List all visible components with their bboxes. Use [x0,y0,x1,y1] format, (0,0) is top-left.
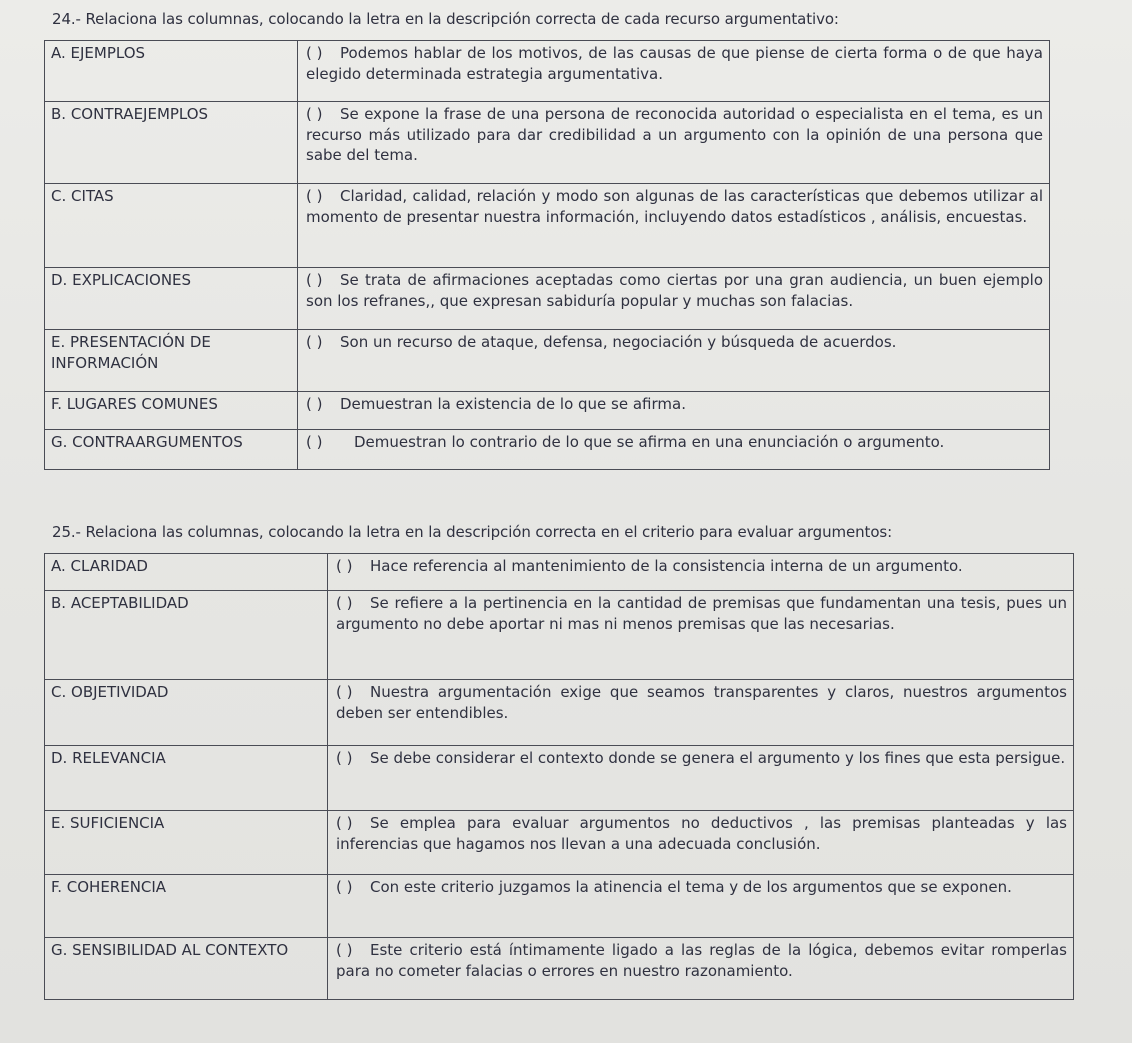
table-row [45,392,1050,430]
exercise-24-title: 24.- Relaciona las columnas, colocando la letra en la descripción correcta de cada recurso argumentativo: [52,10,839,28]
term-cell: B. CONTRAEJEMPLOS [45,102,298,184]
table-row [45,811,1074,875]
description-cell [298,102,1050,184]
answer-blank[interactable]: ( ) [336,683,353,701]
answer-blank[interactable]: ( ) [306,44,323,62]
term-cell: F. COHERENCIA [45,875,328,938]
description-text: Se emplea para evaluar argumentos no deductivos , las premisas planteadas y las inferencias que hagamos nos llevan a una adecuada conclusión. [336,814,1067,853]
table-row [45,680,1074,746]
answer-blank[interactable]: ( ) [336,878,353,896]
term-cell: G. SENSIBILIDAD AL CONTEXTO [45,938,328,1000]
description-cell [298,430,1050,470]
table-row [45,184,1050,268]
description-text: Hace referencia al mantenimiento de la consistencia interna de un argumento. [370,557,963,575]
description-cell [328,746,1074,811]
description-text: Son un recurso de ataque, defensa, negociación y búsqueda de acuerdos. [340,333,897,351]
description-cell [298,184,1050,268]
answer-blank[interactable]: ( ) [336,557,353,575]
description-text: Con este criterio juzgamos la atinencia el tema y de los argumentos que se exponen. [370,878,1012,896]
table-row [45,746,1074,811]
description-text: Demuestran lo contrario de lo que se afirma en una enunciación o argumento. [354,433,945,451]
term-cell: B. ACEPTABILIDAD [45,591,328,680]
description-cell [328,875,1074,938]
answer-blank[interactable]: ( ) [306,433,323,451]
exercise-25-table [44,553,1074,1000]
description-text: Demuestran la existencia de lo que se afirma. [340,395,686,413]
answer-blank[interactable]: ( ) [336,594,353,612]
table-row [45,554,1074,591]
table-row [45,430,1050,470]
answer-blank[interactable]: ( ) [306,187,323,205]
description-text: Este criterio está íntimamente ligado a las reglas de la lógica, debemos evitar romperlas para no cometer falacias o errores en nuestro razonamiento. [336,941,1067,980]
answer-blank[interactable]: ( ) [306,395,323,413]
table-row [45,938,1074,1000]
description-cell [328,591,1074,680]
answer-blank[interactable]: ( ) [306,271,323,289]
description-cell [328,680,1074,746]
description-text: Se debe considerar el contexto donde se genera el argumento y los fines que esta persigue. [370,749,1066,767]
description-text: Se trata de afirmaciones aceptadas como ciertas por una gran audiencia, un buen ejemplo son los refranes,, que expresan sabiduría popular y muchas son falacias. [306,271,1043,310]
term-cell: E. PRESENTACIÓN DE INFORMACIÓN [45,330,298,392]
answer-blank[interactable]: ( ) [336,941,353,959]
description-text: Claridad, calidad, relación y modo son algunas de las características que debemos utilizar al momento de presentar nuestra información, incluyendo datos estadísticos , análisis, encuestas. [306,187,1043,226]
description-cell [328,938,1074,1000]
term-cell: D. RELEVANCIA [45,746,328,811]
description-text: Podemos hablar de los motivos, de las causas de que piense de cierta forma o de que haya elegido determinada estrategia argumentativa. [306,44,1043,83]
description-cell [298,268,1050,330]
description-cell [298,392,1050,430]
description-cell [328,554,1074,591]
term-cell: G. CONTRAARGUMENTOS [45,430,298,470]
answer-blank[interactable]: ( ) [336,749,353,767]
description-text: Se expone la frase de una persona de reconocida autoridad o especialista en el tema, es un recurso más utilizado para dar credibilidad a un argumento con la opinión de una persona que sabe del tema. [306,105,1043,164]
description-cell [298,41,1050,102]
table-row [45,41,1050,102]
answer-blank[interactable]: ( ) [336,814,353,832]
description-text: Nuestra argumentación exige que seamos transparentes y claros, nuestros argumentos deben ser entendibles. [336,683,1067,722]
table-row [45,102,1050,184]
table-row [45,268,1050,330]
term-cell: C. OBJETIVIDAD [45,680,328,746]
table-row [45,875,1074,938]
answer-blank[interactable]: ( ) [306,105,323,123]
term-cell: A. CLARIDAD [45,554,328,591]
description-text: Se refiere a la pertinencia en la cantidad de premisas que fundamentan una tesis, pues un argumento no debe aportar ni mas ni menos premisas que las necesarias. [336,594,1067,633]
term-cell: E. SUFICIENCIA [45,811,328,875]
term-cell: A. EJEMPLOS [45,41,298,102]
term-cell: C. CITAS [45,184,298,268]
answer-blank[interactable]: ( ) [306,333,323,351]
description-cell [328,811,1074,875]
table-row [45,330,1050,392]
exercise-24-table [44,40,1050,470]
description-cell [298,330,1050,392]
term-cell: D. EXPLICACIONES [45,268,298,330]
exercise-25-title: 25.- Relaciona las columnas, colocando la letra en la descripción correcta en el criterio para evaluar argumentos: [52,523,893,541]
term-cell: F. LUGARES COMUNES [45,392,298,430]
table-row [45,591,1074,680]
